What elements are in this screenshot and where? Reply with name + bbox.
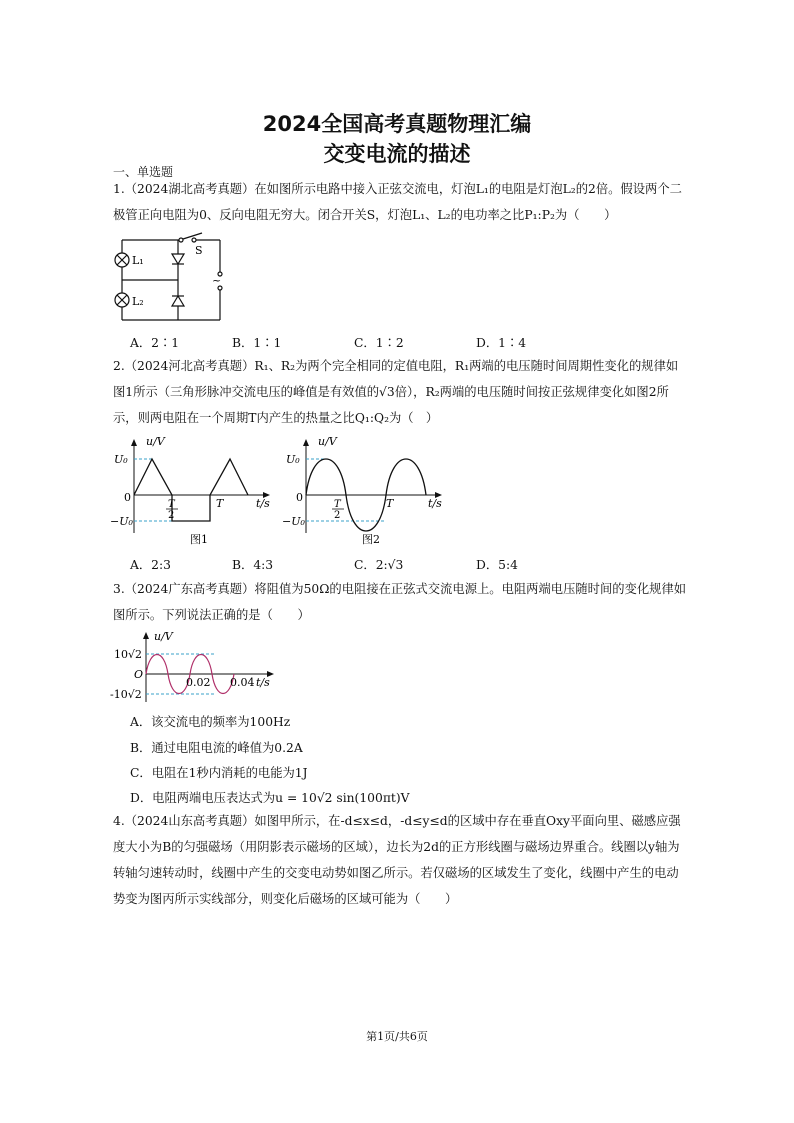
q2-option-c: C．2:√3 [354,558,404,572]
fig1-u0-label: U₀ [114,453,128,466]
page-footer: 第1页/共6页 [366,1030,428,1043]
q3-x-axis-label: t/s [256,676,270,689]
fig1-half-period-den: 2 [168,510,175,521]
q1-option-d: D．1∶4 [476,336,527,350]
q3-y-axis-label: u/V [154,630,173,643]
fig2-caption: 图2 [362,533,380,546]
fig1-caption: 图1 [190,533,208,546]
fig1-y-axis-label: u/V [146,437,165,448]
q2-figure-2-sine-wave [282,437,447,547]
fig2-origin-label: 0 [296,491,303,504]
paper-title: 2024全国高考真题物理汇编 [262,112,532,136]
fig1-neg-u0-label: −U₀ [110,515,133,528]
q3-voltage-time-graph [110,630,280,705]
q3-option-c: C．电阻在1秒内消耗的电能为1J [130,766,308,780]
q2-figure-1-triangle-pulse [110,437,275,547]
q3-bottom-value-label: -10√2 [110,688,142,701]
q3-top-value-label: 10√2 [114,648,143,661]
fig1-x-axis-label: t/s [256,497,270,510]
lamp-l1-label: L₁ [132,254,144,267]
q1-option-a: A．2∶1 [130,336,180,350]
q3-origin-label: O [134,668,144,681]
q2-option-d: D．5:4 [476,558,518,572]
fig1-origin-label: 0 [124,491,131,504]
q2-option-a: A．2:3 [130,558,171,572]
ac-source-symbol: ~ [212,274,222,287]
fig2-half-period-den: 2 [334,510,341,521]
section-heading: 一、单选题 [113,165,174,179]
q2-option-b: B．4:3 [232,558,274,572]
q3-tick-002: 0.02 [186,676,211,689]
q1-option-b: B．1∶1 [232,336,282,350]
question-4-text: 4.（2024山东高考真题）如图甲所示，在-d≤x≤d，-d≤y≤d的区域中存在垂直Oxy平面向里、磁感应强度大小为B的匀强磁场（用阴影表示磁场的区域），边长为2d的正方形线圈与磁场边界重合。线圈以y轴为转轴匀速转动时，线圈中产生的交变电动势如图乙所示。若仅磁场的区域发生了变化，线圈中产生的电动势变为图丙所示实线部分，则变化后磁场的区域可能为（ ） [113,814,681,906]
switch-label: S [195,244,203,257]
q1-option-c: C．1∶2 [354,336,404,350]
q3-option-b: B．通过电阻电流的峰值为0.2A [130,741,303,755]
fig2-y-axis-label: u/V [318,437,337,448]
fig2-x-axis-label: t/s [428,497,442,510]
paper-subtitle: 交变电流的描述 [323,142,471,166]
fig2-half-period-num: T [334,499,341,510]
q3-option-d: D．电阻两端电压表达式为u = 10√2 sin(100πt)V [130,791,410,805]
fig1-period-label: T [216,497,224,510]
lamp-l2-label: L₂ [132,295,144,308]
q3-tick-004: 0.04 [230,676,255,689]
q3-option-a: A．该交流电的频率为100Hz [130,715,291,729]
fig2-period-label: T [386,497,394,510]
question-2-text: 2.（2024河北高考真题）R₁、R₂为两个完全相同的定值电阻，R₁两端的电压随时间周期性变化的规律如图1所示（三角形脉冲交流电压的峰值是有效值的√3倍），R₂两端的电压随时间按正弦规律变化如图2所示，则两电阻在一个周期T内产生的热量之比Q₁:Q₂为（ ） [113,359,679,425]
fig2-u0-label: U₀ [286,453,300,466]
fig2-neg-u0-label: −U₀ [282,515,305,528]
q1-circuit-diagram [108,232,228,327]
question-3-text: 3.（2024广东高考真题）将阻值为50Ω的电阻接在正弦式交流电源上。电阻两端电压随时间的变化规律如图所示。下列说法正确的是（ ） [113,582,687,622]
question-1-text: 1.（2024湖北高考真题）在如图所示电路中接入正弦交流电，灯泡L₁的电阻是灯泡L₂的2倍。假设两个二极管正向电阻为0、反向电阻无穷大。闭合开关S，灯泡L₁、L₂的电功率之比P₁:P₂为（ ） [113,182,682,222]
fig1-half-period-num: T [168,499,175,510]
